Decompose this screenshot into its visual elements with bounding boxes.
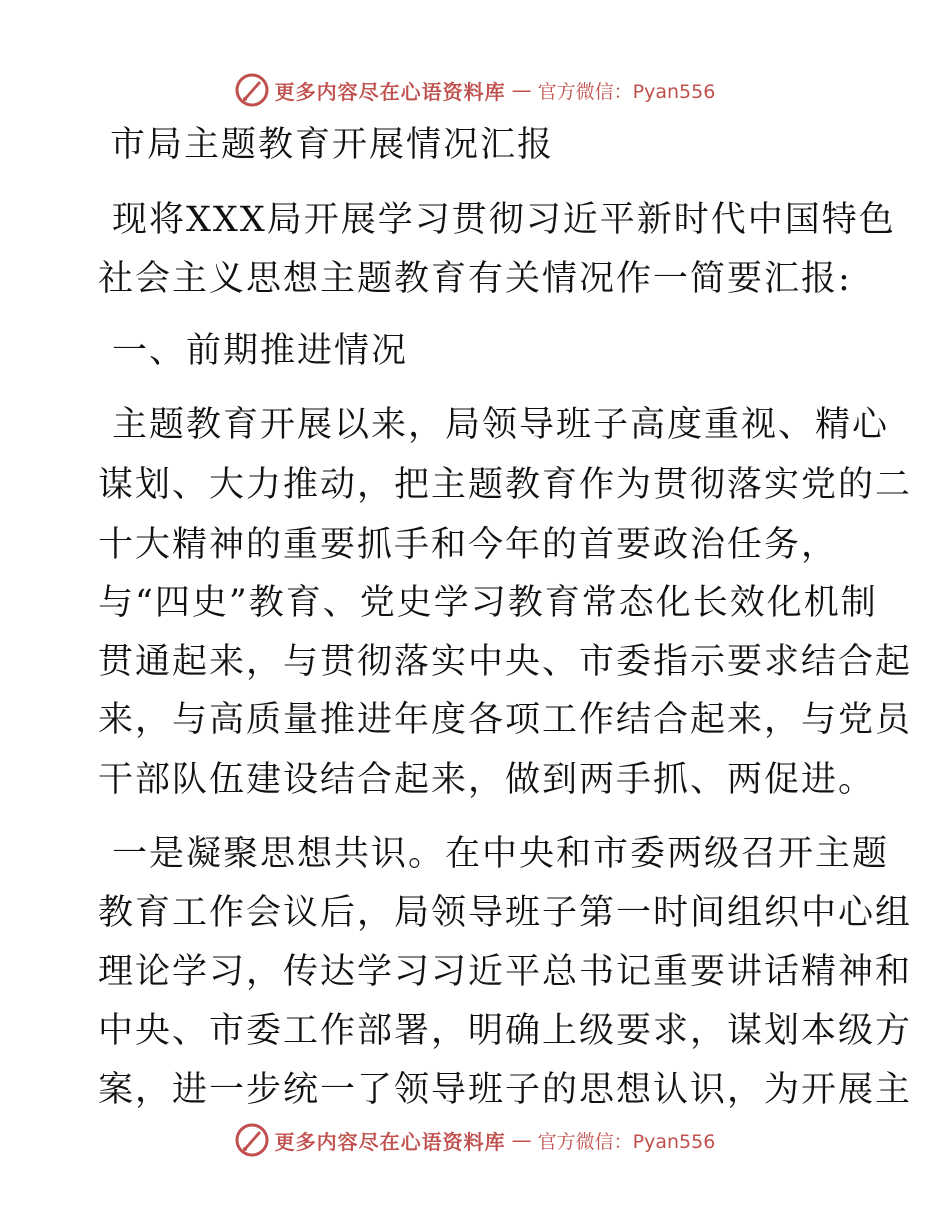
watermark-wechat-text: 官方微信：Pyan556 <box>537 1130 716 1153</box>
quill-logo-icon <box>235 1123 269 1157</box>
paragraph-line: 谋划、大力推动，把主题教育作为贯彻落实党的二 <box>98 465 913 505</box>
paragraph-line: 一是凝聚思想共识。在中央和市委两级召开主题 <box>112 834 890 874</box>
paragraph-line: 教育工作会议后，局领导班子第一时间组织中心组 <box>98 893 913 933</box>
watermark-banner-bottom <box>0 1118 950 1162</box>
watermark-dash: — <box>511 1128 532 1152</box>
watermark-wechat-text: 官方微信：Pyan556 <box>537 80 716 103</box>
paragraph-line: 干部队伍建设结合起来，做到两手抓、两促进。 <box>98 760 876 800</box>
paragraph-line: 与“四史”教育、党史学习教育常态化长效化机制 <box>98 583 878 623</box>
watermark-site-text: 更多内容尽在心语资料库 <box>274 79 506 104</box>
paragraph-line: 来，与高质量推进年度各项工作结合起来，与党员 <box>98 700 913 740</box>
intro-line: 社会主义思想主题教育有关情况作一简要汇报: <box>98 259 852 299</box>
paragraph-line: 中央、市委工作部署，明确上级要求，谋划本级方 <box>98 1011 913 1051</box>
paragraph-line: 主题教育开展以来，局领导班子高度重视、精心 <box>112 405 890 445</box>
intro-line: 现将XXX局开展学习贯彻习近平新时代中国特色 <box>112 200 896 240</box>
paragraph-line: 贯通起来，与贯彻落实中央、市委指示要求结合起 <box>98 642 913 682</box>
quill-logo-icon <box>235 73 269 107</box>
watermark-dash: — <box>511 78 532 102</box>
section-heading: 一、前期推进情况 <box>112 331 409 371</box>
paragraph-line: 理论学习，传达学习习近平总书记重要讲话精神和 <box>98 952 913 992</box>
document-title: 市局主题教育开展情况汇报 <box>110 125 555 165</box>
watermark-site-text: 更多内容尽在心语资料库 <box>274 1129 506 1154</box>
watermark-banner-top <box>0 68 950 112</box>
paragraph-line: 十大精神的重要抓手和今年的首要政治任务， <box>98 525 839 565</box>
paragraph-line: 案，进一步统一了领导班子的思想认识，为开展主 <box>98 1070 913 1110</box>
